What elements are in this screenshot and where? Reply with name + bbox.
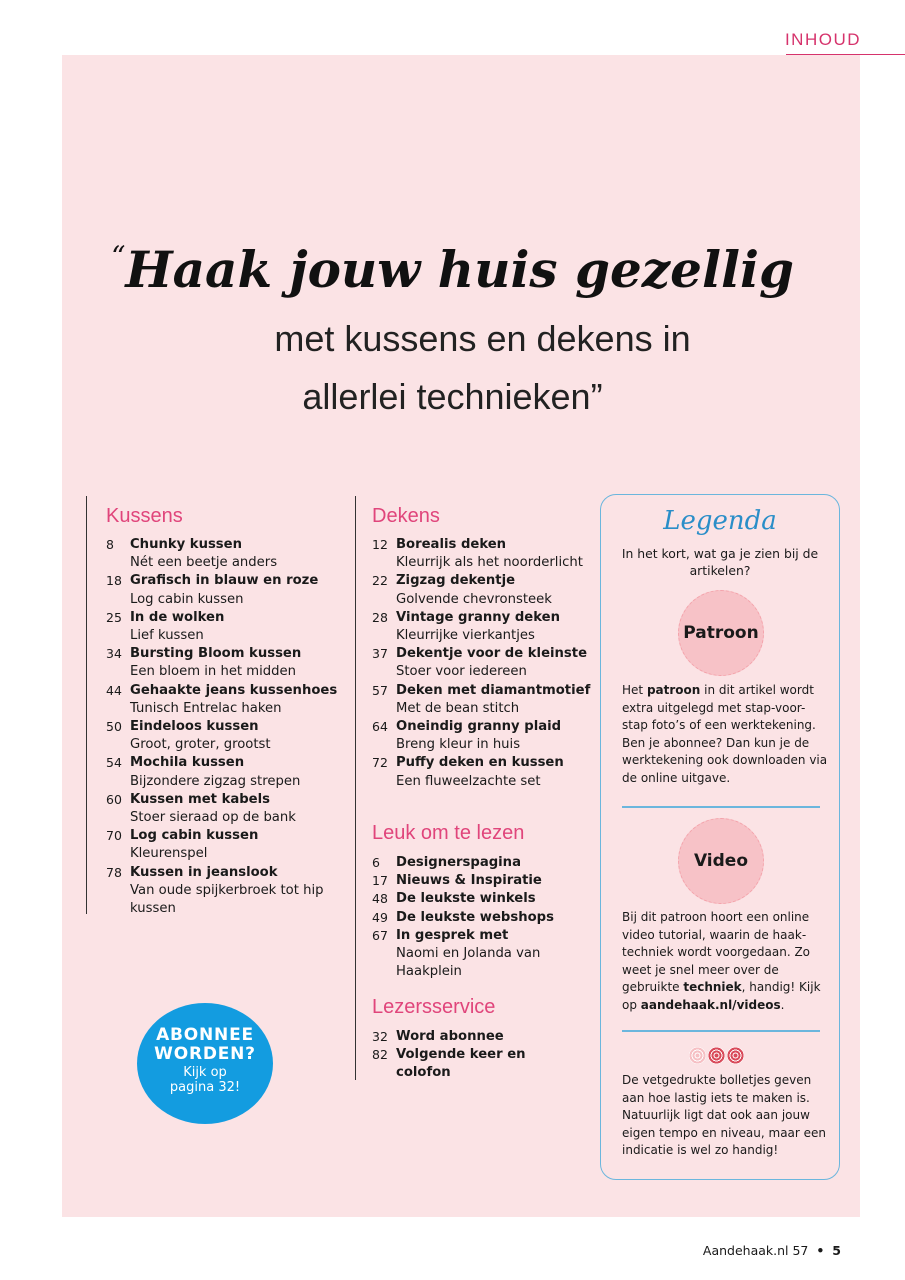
toc-entry-title: Mochila kussen: [130, 755, 245, 771]
toc-entry-title: Vintage granny deken: [396, 609, 560, 625]
toc-entry-title: Volgende keer en colofon: [396, 1047, 526, 1081]
toc-entry-subtitle: Van oude spijkerbroek tot hip kussen: [130, 882, 324, 917]
toc-entry-title: Dekentje voor de kleinste: [396, 646, 588, 662]
toc-page-number: 57: [372, 682, 388, 698]
difficulty-ball-dark-icon: [727, 1047, 744, 1064]
toc-page-number: 22: [372, 573, 388, 589]
toc-page-number: 78: [106, 864, 122, 880]
toc-entry-title: In de wolken: [130, 609, 225, 625]
toc-entry-title: Nieuws & Inspiratie: [396, 873, 542, 889]
toc-entry[interactable]: [372, 609, 597, 645]
toc-entry-subtitle: Lief kussen: [130, 628, 204, 644]
toc-list-lezersservice: [372, 1028, 542, 1083]
toc-entry[interactable]: [372, 927, 572, 982]
toc-entry[interactable]: [106, 791, 346, 827]
toc-page-number: 70: [106, 828, 122, 844]
toc-entry-subtitle: Naomi en Jolanda van Haakplein: [396, 946, 541, 980]
section-title-dekens: Dekens: [372, 505, 440, 527]
toc-entry-title: De leukste winkels: [396, 891, 536, 907]
toc-entry-title: Kussen in jeanslook: [130, 864, 278, 880]
toc-page-number: 49: [372, 909, 388, 925]
legend-divider-2: [622, 1030, 820, 1032]
toc-page-number: 37: [372, 646, 388, 662]
quote-open-mark: “: [111, 240, 126, 273]
difficulty-description: De vetgedrukte bolletjes geven aan hoe lastig iets te maken is. Natuurlijk ligt dat ook aan jouw eigen tempo en niveau, maar een indicatie is wel zo handig!: [622, 1073, 827, 1157]
footer-bullet: •: [816, 1243, 825, 1258]
toc-entry-title: Grafisch in blauw en roze: [130, 573, 319, 589]
toc-list-leuk: [372, 854, 572, 981]
section-title-leuk: Leuk om te lezen: [372, 822, 525, 844]
toc-entry-title: Puffy deken en kussen: [396, 755, 564, 771]
toc-entry-title: De leukste webshops: [396, 909, 554, 925]
toc-page-number: 32: [372, 1029, 388, 1044]
difficulty-ball-light-icon: [689, 1047, 706, 1064]
toc-entry[interactable]: [372, 754, 597, 790]
toc-page-number: 17: [372, 873, 388, 889]
toc-entry-title: Deken met diamantmotief: [396, 682, 591, 698]
toc-entry-subtitle: Een bloem in het midden: [130, 664, 297, 680]
toc-page-number: 48: [372, 891, 388, 907]
videos-link[interactable]: aandehaak.nl/videos: [640, 997, 781, 1012]
toc-entry-subtitle: Kleurenspel: [130, 846, 208, 862]
toc-entry[interactable]: [106, 682, 346, 718]
video-badge: Video: [678, 818, 764, 904]
toc-entry[interactable]: [106, 609, 346, 645]
toc-entry-subtitle: Breng kleur in huis: [396, 737, 521, 753]
toc-entry[interactable]: [372, 1028, 542, 1046]
toc-page-number: 6: [372, 855, 380, 870]
toc-entry[interactable]: [106, 572, 346, 608]
toc-entry[interactable]: [372, 536, 597, 572]
quote-line-1: Haak jouw huis gezellig: [125, 240, 794, 299]
toc-entry-title: Designerspagina: [396, 855, 521, 870]
subscribe-badge[interactable]: [137, 1003, 273, 1124]
toc-entry-title: In gesprek met: [396, 927, 509, 943]
toc-entry-subtitle: Bijzondere zigzag strepen: [130, 773, 301, 789]
toc-entry-subtitle: Kleurrijke vierkantjes: [396, 628, 535, 644]
toc-entry-title: Bursting Bloom kussen: [130, 646, 302, 662]
toc-entry[interactable]: [372, 909, 572, 927]
toc-page-number: 54: [106, 755, 122, 771]
toc-entry[interactable]: [372, 718, 597, 754]
toc-entry[interactable]: [372, 1046, 542, 1082]
column-rule-left: [86, 496, 87, 914]
patroon-badge: Patroon: [678, 590, 764, 676]
toc-page-number: 34: [106, 646, 122, 662]
quote-line-2: met kussens en dekens in: [274, 318, 691, 359]
toc-entry-title: Log cabin kussen: [130, 828, 259, 844]
toc-entry-subtitle: Tunisch Entrelac haken: [130, 700, 282, 716]
toc-entry-subtitle: Een fluweelzachte set: [396, 773, 541, 789]
toc-page-number: 50: [106, 719, 122, 735]
section-label: INHOUD: [784, 30, 861, 49]
section-title-kussens: Kussens: [106, 505, 183, 527]
toc-page-number: 28: [372, 609, 388, 625]
toc-entry-subtitle: Groot, groter, grootst: [130, 737, 271, 753]
toc-page-number: 82: [372, 1047, 388, 1063]
quote-headline: [0, 240, 905, 299]
toc-entry[interactable]: [106, 754, 346, 790]
toc-entry-title: Kussen met kabels: [130, 791, 271, 807]
subscribe-badge-title: ABONNEE WORDEN?: [154, 1025, 256, 1064]
toc-page-number: 12: [372, 537, 388, 552]
toc-entry[interactable]: [106, 645, 346, 681]
toc-entry[interactable]: [106, 718, 346, 754]
difficulty-icons: [689, 1047, 744, 1064]
difficulty-ball-dark-icon: [708, 1047, 725, 1064]
toc-entry-subtitle: Log cabin kussen: [130, 591, 244, 607]
toc-page-number: 44: [106, 682, 122, 698]
toc-entry[interactable]: [106, 864, 346, 919]
toc-entry-title: Zigzag dekentje: [396, 573, 516, 589]
toc-entry-title: Word abonnee: [396, 1029, 504, 1044]
toc-entry[interactable]: [372, 854, 572, 872]
toc-entry-subtitle: Nét een beetje anders: [130, 555, 278, 571]
toc-list-kussens: [106, 536, 346, 918]
toc-page-number: 25: [106, 609, 122, 625]
toc-list-dekens: [372, 536, 597, 791]
toc-page-number: 60: [106, 791, 122, 807]
toc-page-number: 18: [106, 573, 122, 589]
legend-title: Legenda: [663, 506, 777, 536]
page-footer: [703, 1243, 841, 1258]
column-rule-middle: [355, 496, 356, 1080]
toc-entry-title: Gehaakte jeans kussenhoes: [130, 682, 338, 698]
quote-line-3: allerlei technieken”: [302, 376, 603, 417]
toc-entry[interactable]: [372, 572, 597, 608]
toc-entry-subtitle: Met de bean stitch: [396, 700, 520, 716]
toc-entry[interactable]: [372, 682, 597, 718]
toc-entry-title: Chunky kussen: [130, 537, 242, 552]
legend-divider-1: [622, 806, 820, 808]
toc-page-number: 8: [106, 537, 114, 552]
toc-entry[interactable]: [372, 645, 597, 681]
footer-issue: Aandehaak.nl 57: [702, 1243, 809, 1258]
page-number: 5: [832, 1243, 841, 1258]
toc-page-number: 67: [372, 927, 388, 943]
toc-entry[interactable]: [106, 827, 346, 863]
toc-entry-subtitle: Stoer sieraad op de bank: [130, 810, 296, 826]
toc-page-number: 72: [372, 755, 388, 771]
toc-entry-subtitle: Golvende chevronsteek: [396, 591, 552, 607]
toc-entry[interactable]: [372, 872, 572, 890]
toc-entry-subtitle: Stoer voor iedereen: [396, 664, 527, 680]
subscribe-badge-subtitle: Kijk op pagina 32!: [169, 1065, 241, 1095]
section-title-lezersservice: Lezersservice: [372, 996, 496, 1018]
patroon-description: Het patroon in dit artikel wordt extra uitgelegd met stap-voor-stap foto’s of een werktekening. Ben je abonnee? Dan kun je de werktekening ook downloaden via de online uitgave.: [622, 683, 828, 785]
toc-entry[interactable]: [372, 890, 572, 908]
toc-page-number: 64: [372, 719, 388, 735]
video-description: Bij dit patroon hoort een online video tutorial, waarin de haak-techniek wordt voorgedaan. Zo weet je snel meer over de gebruikte techniek, handig! Kijk op aandehaak.nl/videos.: [622, 910, 821, 1012]
toc-entry-title: Eindeloos kussen: [130, 719, 259, 735]
toc-entry-title: Oneindig granny plaid: [396, 719, 562, 735]
toc-entry-subtitle: Kleurrijk als het noorderlicht: [396, 555, 583, 571]
toc-entry-title: Borealis deken: [396, 537, 507, 552]
toc-entry[interactable]: [106, 536, 346, 572]
legend-intro: In het kort, wat ga je zien bij de artikelen?: [621, 546, 819, 578]
